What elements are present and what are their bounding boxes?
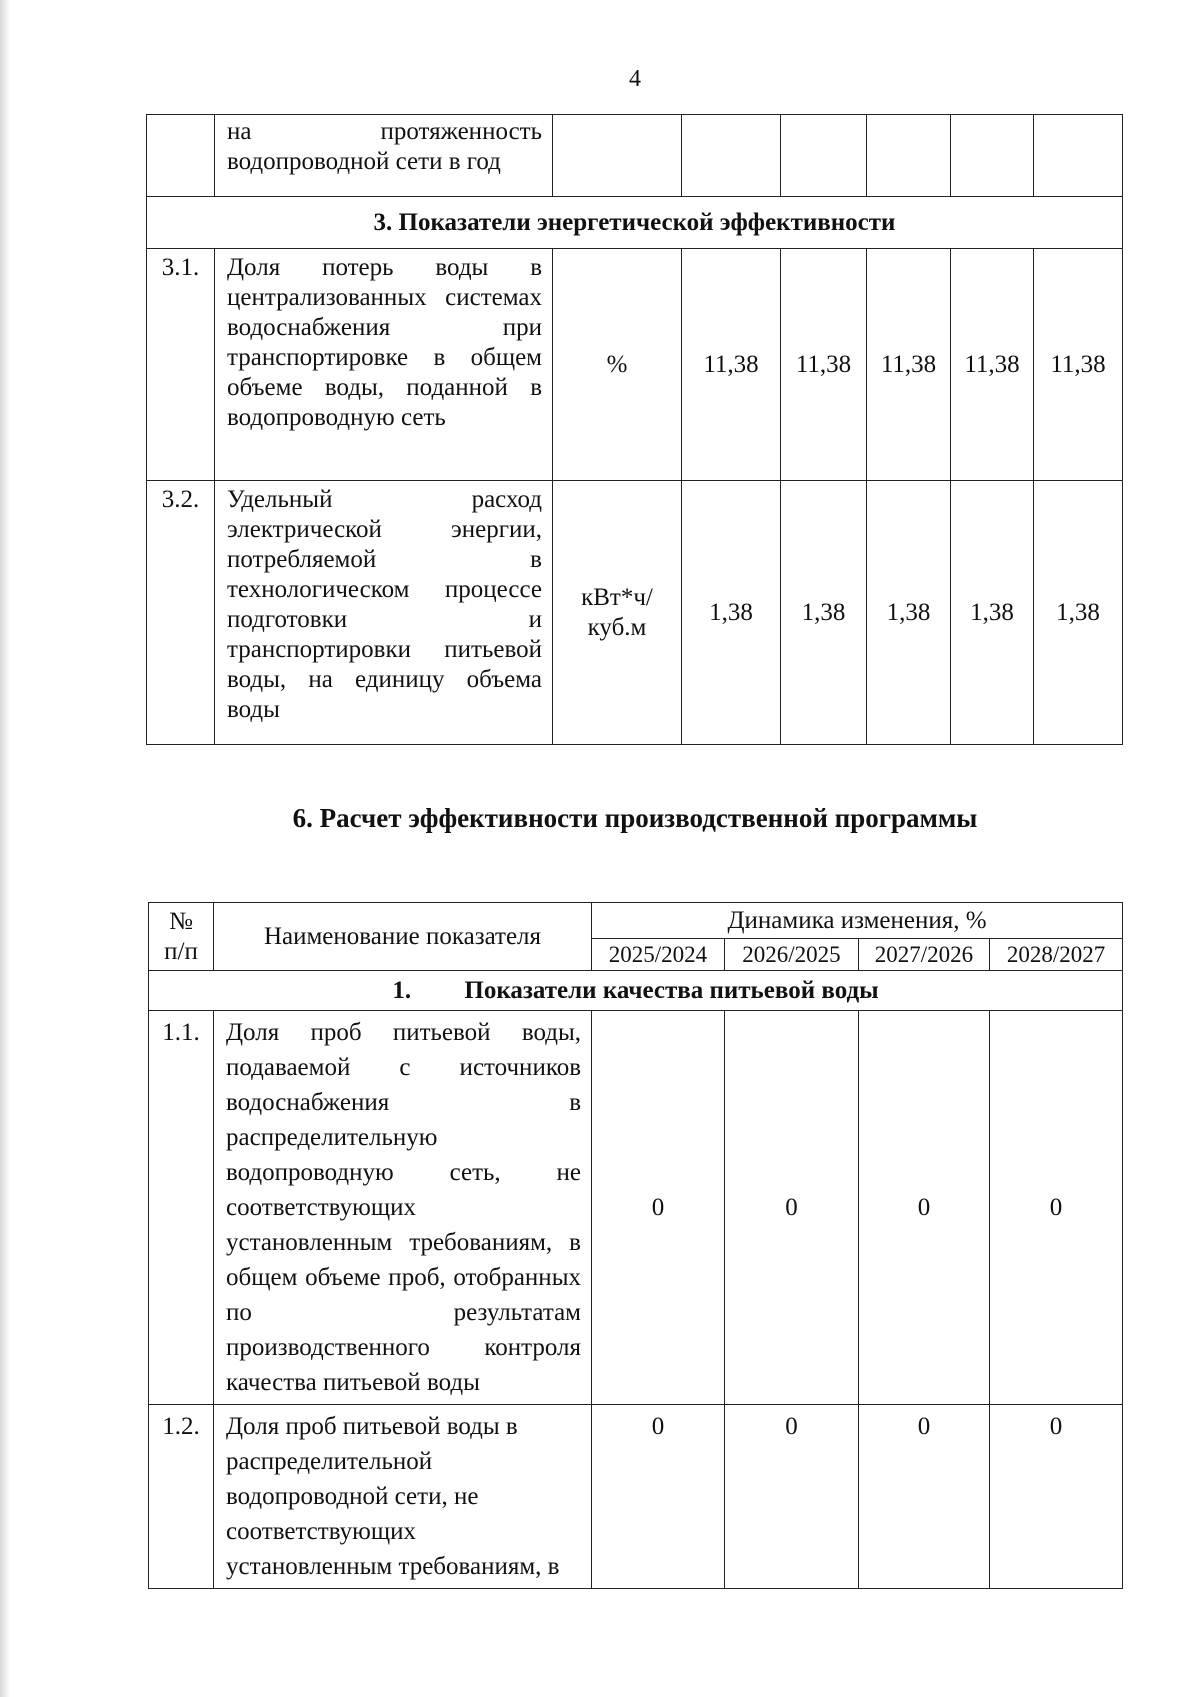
row-number: 1.1. bbox=[149, 1011, 214, 1405]
value-cell: 0 bbox=[990, 1405, 1123, 1589]
year-header: 2026/2025 bbox=[725, 939, 859, 971]
section-row bbox=[149, 971, 1123, 1011]
unit-text: кВт*ч/ bbox=[581, 583, 653, 611]
value-cell: 11,38 bbox=[867, 249, 951, 481]
indicator-name: Доля проб питьевой воды, подаваемой с источников водоснабжения в распределительную водопроводную сеть, не соответствующих установленным требованиям, в общем объеме проб, отобранных по результатам производственного контроля качества питьевой воды bbox=[214, 1011, 592, 1405]
energy-efficiency-table bbox=[146, 114, 1123, 745]
header-text: № bbox=[169, 907, 193, 935]
value-cell bbox=[682, 115, 781, 197]
section-row bbox=[147, 197, 1123, 249]
name-text: водопроводной сети в год bbox=[227, 148, 501, 175]
name-text: на bbox=[227, 118, 252, 145]
value-cell: 0 bbox=[990, 1011, 1123, 1405]
name-header: Наименование показателя bbox=[214, 903, 592, 971]
value-cell bbox=[867, 115, 951, 197]
table-row bbox=[147, 481, 1123, 745]
value-cell bbox=[951, 115, 1034, 197]
name-text: протяженность bbox=[380, 118, 542, 145]
scan-edge-shadow bbox=[0, 0, 10, 1697]
value-cell: 11,38 bbox=[951, 249, 1034, 481]
section-text: Показатели качества питьевой воды bbox=[464, 977, 879, 1004]
row-number: 1.2. bbox=[149, 1405, 214, 1589]
name-line bbox=[227, 117, 542, 147]
header-text: п/п bbox=[164, 937, 198, 965]
section-title bbox=[149, 971, 1123, 1011]
section-heading: 6. Расчет эффективности производственной программы bbox=[292, 803, 978, 833]
value-cell bbox=[781, 115, 867, 197]
value-cell: 11,38 bbox=[1034, 249, 1123, 481]
indicator-name: Удельный расход электрической энергии, потребляемой в технологическом процессе подготовки и транспортировки питьевой воды, на единицу объема воды bbox=[215, 481, 553, 745]
section-number: 1. bbox=[392, 977, 412, 1004]
name-cell bbox=[215, 115, 553, 197]
program-efficiency-table bbox=[148, 902, 1123, 1589]
section-title: 3. Показатели энергетической эффективности bbox=[147, 197, 1123, 249]
num-header bbox=[149, 903, 214, 971]
value-cell: 11,38 bbox=[682, 249, 781, 481]
value-cell: 1,38 bbox=[1034, 481, 1123, 745]
unit-cell bbox=[553, 481, 682, 745]
indicator-name: Доля потерь воды в централизованных системах водоснабжения при транспортировке в общем объеме воды, поданной в водопроводную сеть bbox=[215, 249, 553, 481]
unit-text: куб.м bbox=[587, 613, 647, 641]
dynamics-header: Динамика изменения, % bbox=[592, 903, 1123, 939]
value-cell: 1,38 bbox=[867, 481, 951, 745]
value-cell: 1,38 bbox=[781, 481, 867, 745]
value-cell bbox=[1034, 115, 1123, 197]
year-header: 2027/2026 bbox=[859, 939, 990, 971]
table-row bbox=[147, 115, 1123, 197]
value-cell: 0 bbox=[725, 1405, 859, 1589]
value-cell: 0 bbox=[859, 1011, 990, 1405]
row-number: 3.1. bbox=[147, 249, 215, 481]
table-row bbox=[147, 249, 1123, 481]
value-cell: 0 bbox=[725, 1011, 859, 1405]
value-cell: 1,38 bbox=[951, 481, 1034, 745]
unit-cell: % bbox=[553, 249, 682, 481]
value-cell: 1,38 bbox=[682, 481, 781, 745]
page-number: 4 bbox=[629, 66, 641, 92]
value-cell: 0 bbox=[859, 1405, 990, 1589]
year-header: 2028/2027 bbox=[990, 939, 1123, 971]
table-row bbox=[149, 1405, 1123, 1589]
value-cell: 0 bbox=[592, 1011, 725, 1405]
row-number: 3.2. bbox=[147, 481, 215, 745]
value-cell: 11,38 bbox=[781, 249, 867, 481]
year-header: 2025/2024 bbox=[592, 939, 725, 971]
header-row bbox=[149, 903, 1123, 939]
value-cell bbox=[553, 115, 682, 197]
table-row bbox=[149, 1011, 1123, 1405]
value-cell: 0 bbox=[592, 1405, 725, 1589]
indicator-name: Доля проб питьевой воды в распределительной водопроводной сети, не соответствующих установленным требованиям, в bbox=[214, 1405, 592, 1589]
num-cell bbox=[147, 115, 215, 197]
